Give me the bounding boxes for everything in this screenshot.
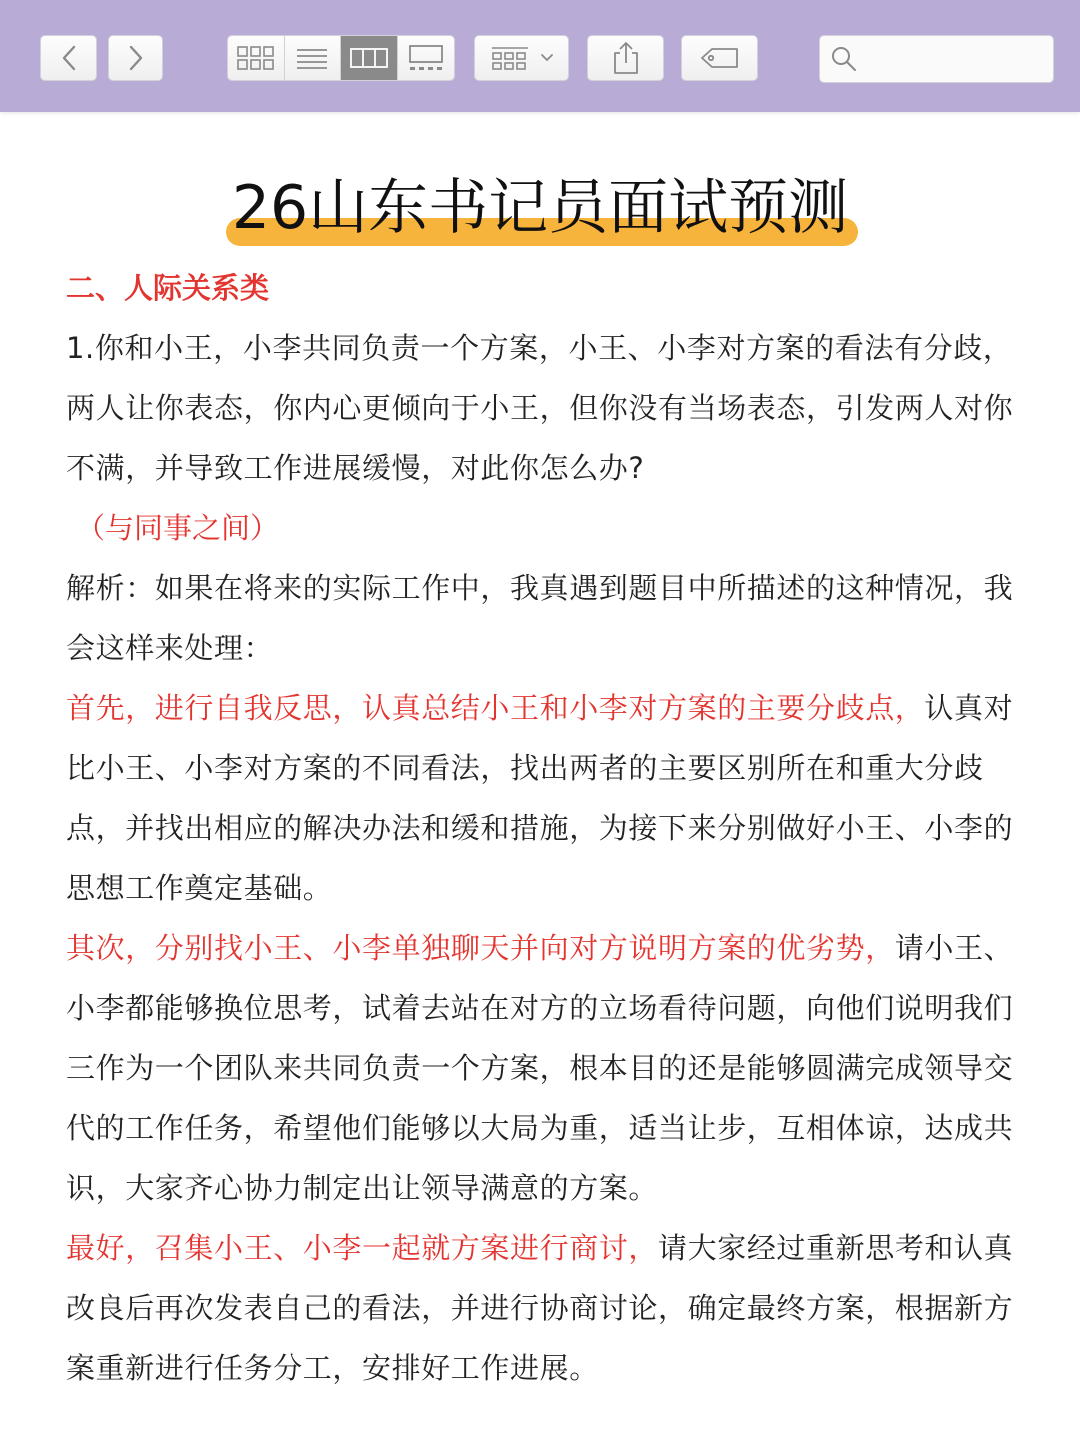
analysis-intro: 解析：如果在将来的实际工作中，我真遇到题目中所描述的这种情况，我会这样来处理：	[66, 571, 1014, 665]
title-area	[0, 166, 1080, 250]
finder-toolbar	[0, 0, 1080, 112]
back-button[interactable]	[40, 35, 97, 81]
question-text: 1.你和小王，小李共同负责一个方案，小王、小李对方案的看法有分歧，两人让你表态，你内心更倾向于小王，但你没有当场表态，引发两人对你不满，并导致工作进展缓慢，对此你怎么办?	[66, 331, 1014, 485]
grid-icon	[236, 45, 276, 71]
page-title-text: 26山东书记员面试预测	[231, 173, 849, 243]
page-title	[228, 166, 852, 250]
point-3	[66, 1218, 1036, 1398]
search-field[interactable]	[819, 35, 1054, 83]
document-body	[66, 258, 1036, 1398]
tag-icon	[700, 46, 740, 70]
tag-button[interactable]	[681, 35, 758, 81]
view-mode-switcher	[227, 35, 455, 81]
gallery-icon	[406, 44, 446, 72]
chevron-right-icon	[128, 45, 144, 71]
chevron-left-icon	[61, 45, 77, 71]
share-button[interactable]	[587, 35, 664, 81]
point-2-highlight: 其次，分别找小王、小李单独聊天并向对方说明方案的优劣势，	[66, 931, 895, 965]
point-2-body: 请小王、小李都能够换位思考，试着去站在对方的立场看待问题，向他们说明我们三作为一个团队来共同负责一个方案，根本目的还是能够圆满完成领导交代的工作任务，希望他们能够以大局为重，适当让步，互相体谅，达成共识，大家齐心协力制定出让领导满意的方案。	[66, 931, 1014, 1205]
share-icon	[611, 41, 641, 75]
list-icon	[295, 45, 329, 71]
column-view-button[interactable]	[341, 36, 398, 80]
point-1-body: 认真对比小王、小李对方案的不同看法，找出两者的主要区别所在和重大分歧点，并找出相应的解决办法和缓和措施，为接下来分别做好小王、小李的思想工作奠定基础。	[66, 691, 1014, 905]
question-category: （与同事之间）	[76, 511, 280, 545]
forward-button[interactable]	[108, 35, 163, 81]
gallery-view-button[interactable]	[398, 36, 455, 80]
columns-icon	[349, 46, 389, 70]
icon-view-button[interactable]	[228, 36, 285, 80]
section-heading: 二、人际关系类	[66, 271, 270, 305]
search-input[interactable]	[864, 43, 1038, 75]
search-icon	[830, 45, 858, 73]
list-view-button[interactable]	[285, 36, 342, 80]
point-1	[66, 678, 1036, 918]
group-by-button[interactable]	[474, 35, 569, 81]
group-by-icon	[490, 45, 530, 71]
chevron-down-icon	[540, 53, 554, 63]
point-1-highlight: 首先，进行自我反思，认真总结小王和小李对方案的主要分歧点，	[66, 691, 925, 725]
point-3-highlight: 最好，召集小王、小李一起就方案进行商讨，	[66, 1231, 659, 1265]
point-3-body: 请大家经过重新思考和认真改良后再次发表自己的看法，并进行协商讨论，确定最终方案，根据新方案重新进行任务分工，安排好工作进展。	[66, 1231, 1014, 1385]
point-2	[66, 918, 1036, 1218]
